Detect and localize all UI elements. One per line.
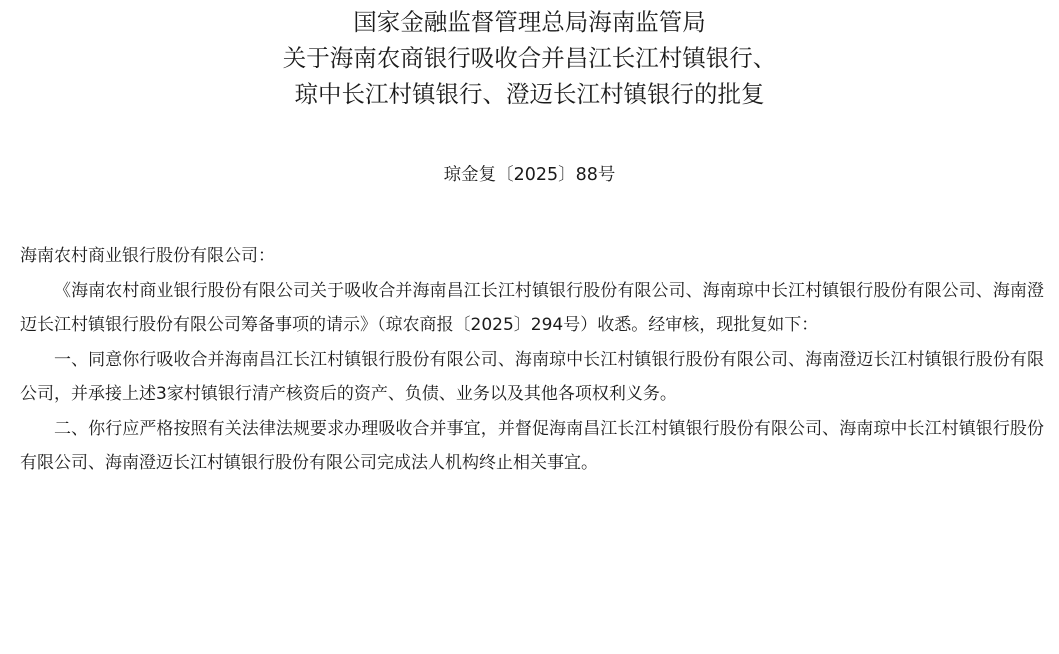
addressee: 海南农村商业银行股份有限公司： — [20, 246, 275, 266]
document-title — [0, 4, 1059, 112]
title-line-subject-1: 关于海南农商银行吸收合并昌江长江村镇银行、 — [282, 44, 777, 72]
document-number: 琼金复〔2025〕88号 — [443, 165, 616, 185]
paragraph-approval-item-1: 一、同意你行吸收合并海南昌江长江村镇银行股份有限公司、海南琼中长江村镇银行股份有限公司、海南澄迈长江村镇银行股份有限公司，并承接上述3家村镇银行清产核资后的资产、负债、业务以及其他各项权利义务。 — [20, 349, 1044, 404]
document-body — [20, 239, 1044, 481]
title-line-issuer: 国家金融监督管理总局海南监管局 — [353, 8, 706, 36]
title-line-subject-2: 琼中长江村镇银行、澄迈长江村镇银行的批复 — [294, 80, 765, 108]
paragraph-approval-item-2: 二、你行应严格按照有关法律法规要求办理吸收合并事宜，并督促海南昌江长江村镇银行股份有限公司、海南琼中长江村镇银行股份有限公司、海南澄迈长江村镇银行股份有限公司完成法人机构终止相关事宜。 — [20, 418, 1044, 473]
paragraph-request: 《海南农村商业银行股份有限公司关于吸收合并海南昌江长江村镇银行股份有限公司、海南琼中长江村镇银行股份有限公司、海南澄迈长江村镇银行股份有限公司筹备事项的请示》（琼农商报〔2025〕294号）收悉。经审核，现批复如下： — [20, 280, 1044, 335]
